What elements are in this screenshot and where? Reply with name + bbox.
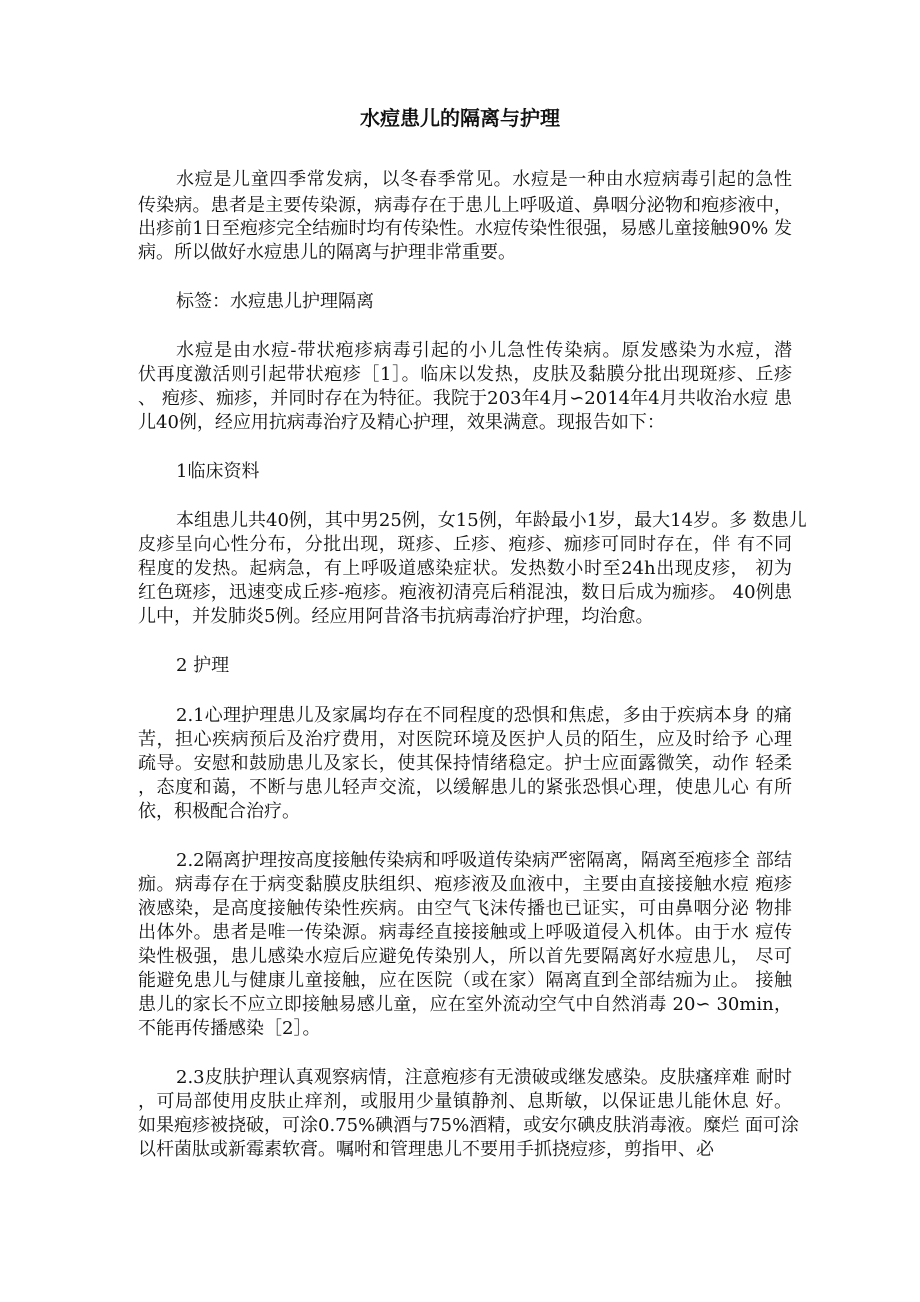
section2-1-line: ，态度和蔼，不断与患儿轻声交流，以缓解患儿的紧张恐惧心理，使患儿心 有所 — [138, 777, 792, 798]
section2-1-line: 疏导。安慰和鼓励患儿及家长，使其保持情绪稳定。护士应面露微笑，动作 轻柔 — [138, 753, 792, 774]
section1-line: 程度的发热。起病急，有上呼吸道感染症状。发热数小时至24h出现皮疹， 初为 — [138, 558, 792, 579]
section2-2-line: 痂。病毒存在于病变黏膜皮肤组织、疱疹液及血液中，主要由直接接触水痘 疱疹 — [138, 874, 792, 895]
keywords: 标签：水痘患儿护理隔离 — [176, 291, 374, 312]
section2-1-line: 依，积极配合治疗。 — [138, 801, 300, 822]
intro-line: 儿40例，经应用抗病毒治疗及精心护理，效果满意。现报告如下： — [138, 412, 665, 433]
section-heading: 2 护理 — [176, 655, 230, 676]
section2-2-line: 液感染，是高度接触传染性疾病。由空气飞沫传播也已证实，可由鼻咽分泌 物排 — [138, 898, 792, 919]
section2-2-line: 患儿的家长不应立即接触易感儿童，应在室外流动空气中自然消毒 20∽ 30min， — [138, 994, 792, 1015]
section1-line: 红色斑疹，迅速变成丘疹-疱疹。疱液初清亮后稍混浊，数日后成为痂疹。 40例患 — [138, 582, 792, 603]
section1-line: 皮疹呈向心性分布，分批出现，斑疹、丘疹、疱疹、痂疹可同时存在，伴 有不同 — [138, 534, 792, 555]
abstract-line: 传染病。患者是主要传染源，病毒存在于患儿上呼吸道、鼻咽分泌物和疱疹液中， — [138, 195, 792, 216]
intro-line: 水痘是由水痘-带状疱疹病毒引起的小儿急性传染病。原发感染为水痘，潜 — [176, 340, 792, 361]
intro-line: 、 疱疹、痂疹，并同时存在为特征。我院于203年4月∽2014年4月共收治水痘 患 — [138, 388, 792, 409]
abstract-line: 病。所以做好水痘患儿的隔离与护理非常重要。 — [138, 242, 516, 263]
section2-1-line: 2.1心理护理患儿及家属均存在不同程度的恐惧和焦虑，多由于疾病本身 的痛 — [176, 705, 792, 726]
section2-3-line: ，可局部使用皮肤止痒剂，或服用少量镇静剂、息斯敏，以保证患儿能休息 好。 — [138, 1091, 792, 1112]
section-heading: 1临床资料 — [176, 461, 260, 482]
section2-3-line: 以杆菌肽或新霉素软膏。嘱咐和管理患儿不要用手抓挠痘疹，剪指甲、必 — [138, 1139, 714, 1160]
abstract-line: 水痘是儿童四季常发病，以冬春季常见。水痘是一种由水痘病毒引起的急性 — [176, 169, 792, 190]
abstract-line: 出疹前1日至疱疹完全结痂时均有传染性。水痘传染性很强，易感儿童接触90% 发 — [138, 218, 792, 239]
document-title: 水痘患儿的隔离与护理 — [360, 106, 560, 130]
intro-line: 伏再度激活则引起带状疱疹［1］。临床以发热，皮肤及黏膜分批出现斑疹、丘疹 — [138, 364, 792, 385]
section2-2-line: 出体外。患者是唯一传染源。病毒经直接接触或上呼吸道侵入机体。由于水 痘传 — [138, 922, 792, 943]
section2-2-line: 2.2隔离护理按高度接触传染病和呼吸道传染病严密隔离，隔离至疱疹全 部结 — [176, 850, 792, 871]
section1-line: 儿中，并发肺炎5例。经应用阿昔洛韦抗病毒治疗护理，均治愈。 — [138, 606, 654, 627]
section2-2-line: 能避免患儿与健康儿童接触，应在医院（或在家）隔离直到全部结痂为止。 接触 — [138, 970, 792, 991]
section1-line: 本组患儿共40例，其中男25例，女15例，年龄最小1岁，最大14岁。多 数患儿 — [176, 510, 807, 531]
section2-2-line: 不能再传播感染［2］。 — [138, 1018, 321, 1039]
section2-3-line: 如果疱疹被挠破，可涂0.75%碘酒与75%酒精，或安尔碘皮肤消毒液。糜烂 面可涂 — [138, 1115, 799, 1136]
section2-3-line: 2.3皮肤护理认真观察病情，注意疱疹有无溃破或继发感染。皮肤瘙痒难 耐时 — [176, 1067, 792, 1088]
section2-1-line: 苦，担心疾病预后及治疗费用，对医院环境及医护人员的陌生，应及时给予 心理 — [138, 729, 792, 750]
section2-2-line: 染性极强，患儿感染水痘后应避免传染别人，所以首先要隔离好水痘患儿， 尽可 — [138, 946, 792, 967]
